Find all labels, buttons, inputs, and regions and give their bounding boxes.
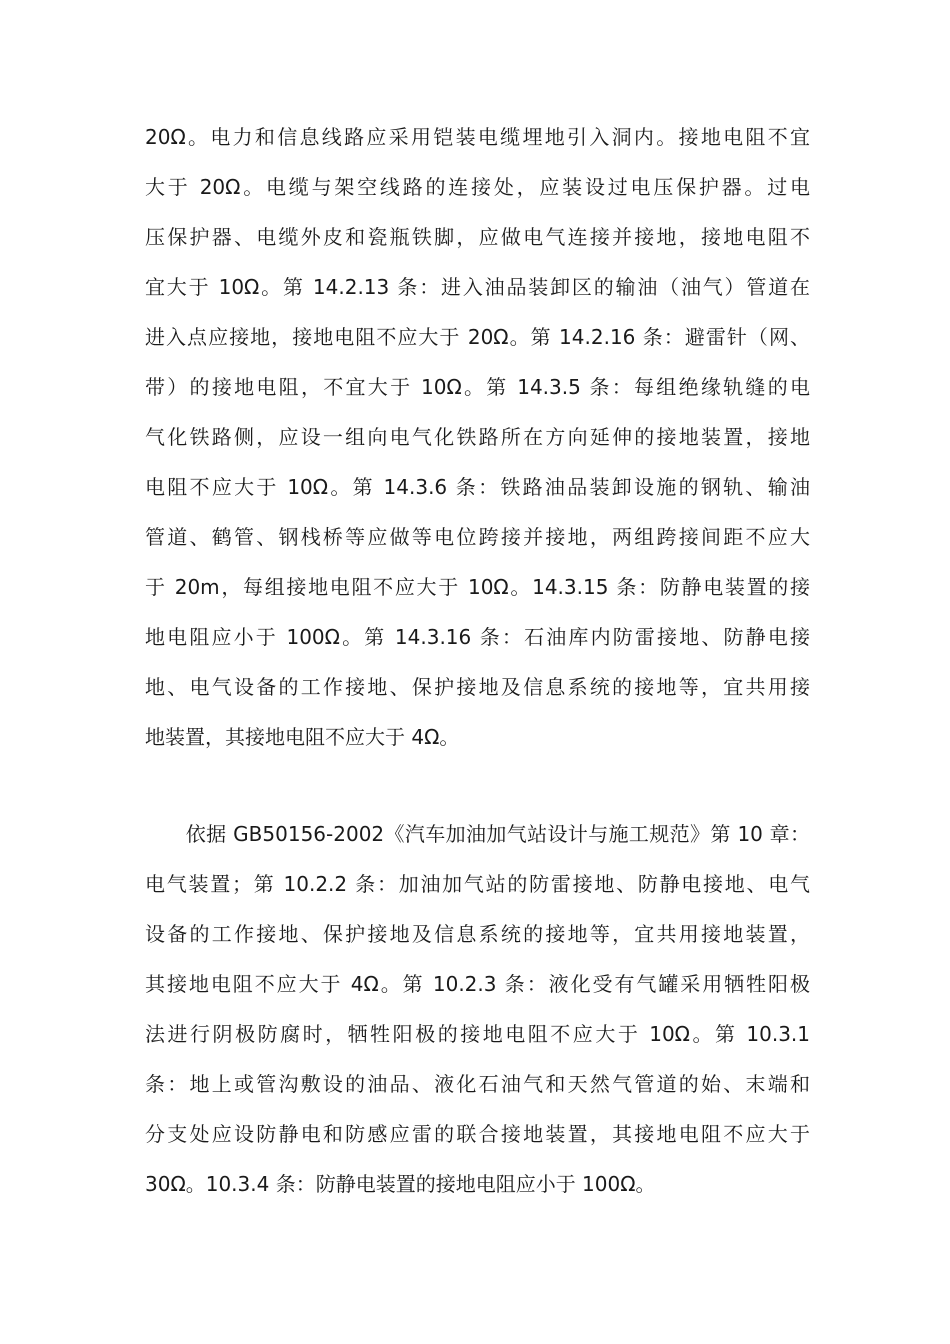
text-line: 地、电气设备的工作接地、保护接地及信息系统的接地等，宜共用接 bbox=[145, 675, 810, 699]
text-line: 电阻不应大于 10Ω。第 14.3.6 条：铁路油品装卸设施的钢轨、输油 bbox=[145, 475, 810, 499]
text-line: 气化铁路侧，应设一组向电气化铁路所在方向延伸的接地装置，接地 bbox=[145, 425, 810, 449]
text-line: 30Ω。10.3.4 条：防静电装置的接地电阻应小于 100Ω。 bbox=[145, 1172, 656, 1196]
text-line: 分支处应设防静电和防感应雷的联合接地装置，其接地电阻不应大于 bbox=[145, 1122, 810, 1146]
text-line: 宜大于 10Ω。第 14.2.13 条：进入油品装卸区的输油（油气）管道在 bbox=[145, 275, 810, 299]
text-line: 大于 20Ω。电缆与架空线路的连接处，应装设过电压保护器。过电 bbox=[145, 175, 810, 199]
text-line: 管道、鹤管、钢栈桥等应做等电位跨接并接地，两组跨接间距不应大 bbox=[145, 525, 810, 549]
text-line: 进入点应接地，接地电阻不应大于 20Ω。第 14.2.16 条：避雷针（网、 bbox=[145, 325, 810, 349]
text-line: 地电阻应小于 100Ω。第 14.3.16 条：石油库内防雷接地、防静电接 bbox=[145, 625, 810, 649]
text-line: 条：地上或管沟敷设的油品、液化石油气和天然气管道的始、末端和 bbox=[145, 1072, 810, 1096]
text-line: 依据 GB50156-2002《汽车加油加气站设计与施工规范》第 10 章： bbox=[145, 822, 810, 846]
text-line: 带）的接地电阻，不宜大于 10Ω。第 14.3.5 条：每组绝缘轨缝的电 bbox=[145, 375, 810, 399]
text-line: 设备的工作接地、保护接地及信息系统的接地等，宜共用接地装置， bbox=[145, 922, 810, 946]
text-line: 压保护器、电缆外皮和瓷瓶铁脚，应做电气连接并接地，接地电阻不 bbox=[145, 225, 810, 249]
text-line: 于 20m，每组接地电阻不应大于 10Ω。14.3.15 条：防静电装置的接 bbox=[145, 575, 810, 599]
paragraph-lightning-protection-oil-depot bbox=[145, 112, 810, 762]
paragraph-gas-station-grounding bbox=[145, 809, 810, 1209]
text-line: 法进行阴极防腐时，牺牲阳极的接地电阻不应大于 10Ω。第 10.3.1 bbox=[145, 1022, 810, 1046]
text-line: 地装置，其接地电阻不应大于 4Ω。 bbox=[145, 725, 460, 749]
text-line: 其接地电阻不应大于 4Ω。第 10.2.3 条：液化受有气罐采用牺牲阳极 bbox=[145, 972, 810, 996]
text-line: 电气装置；第 10.2.2 条：加油加气站的防雷接地、防静电接地、电气 bbox=[145, 872, 810, 896]
text-line: 20Ω。电力和信息线路应采用铠装电缆埋地引入洞内。接地电阻不宜 bbox=[145, 125, 810, 149]
